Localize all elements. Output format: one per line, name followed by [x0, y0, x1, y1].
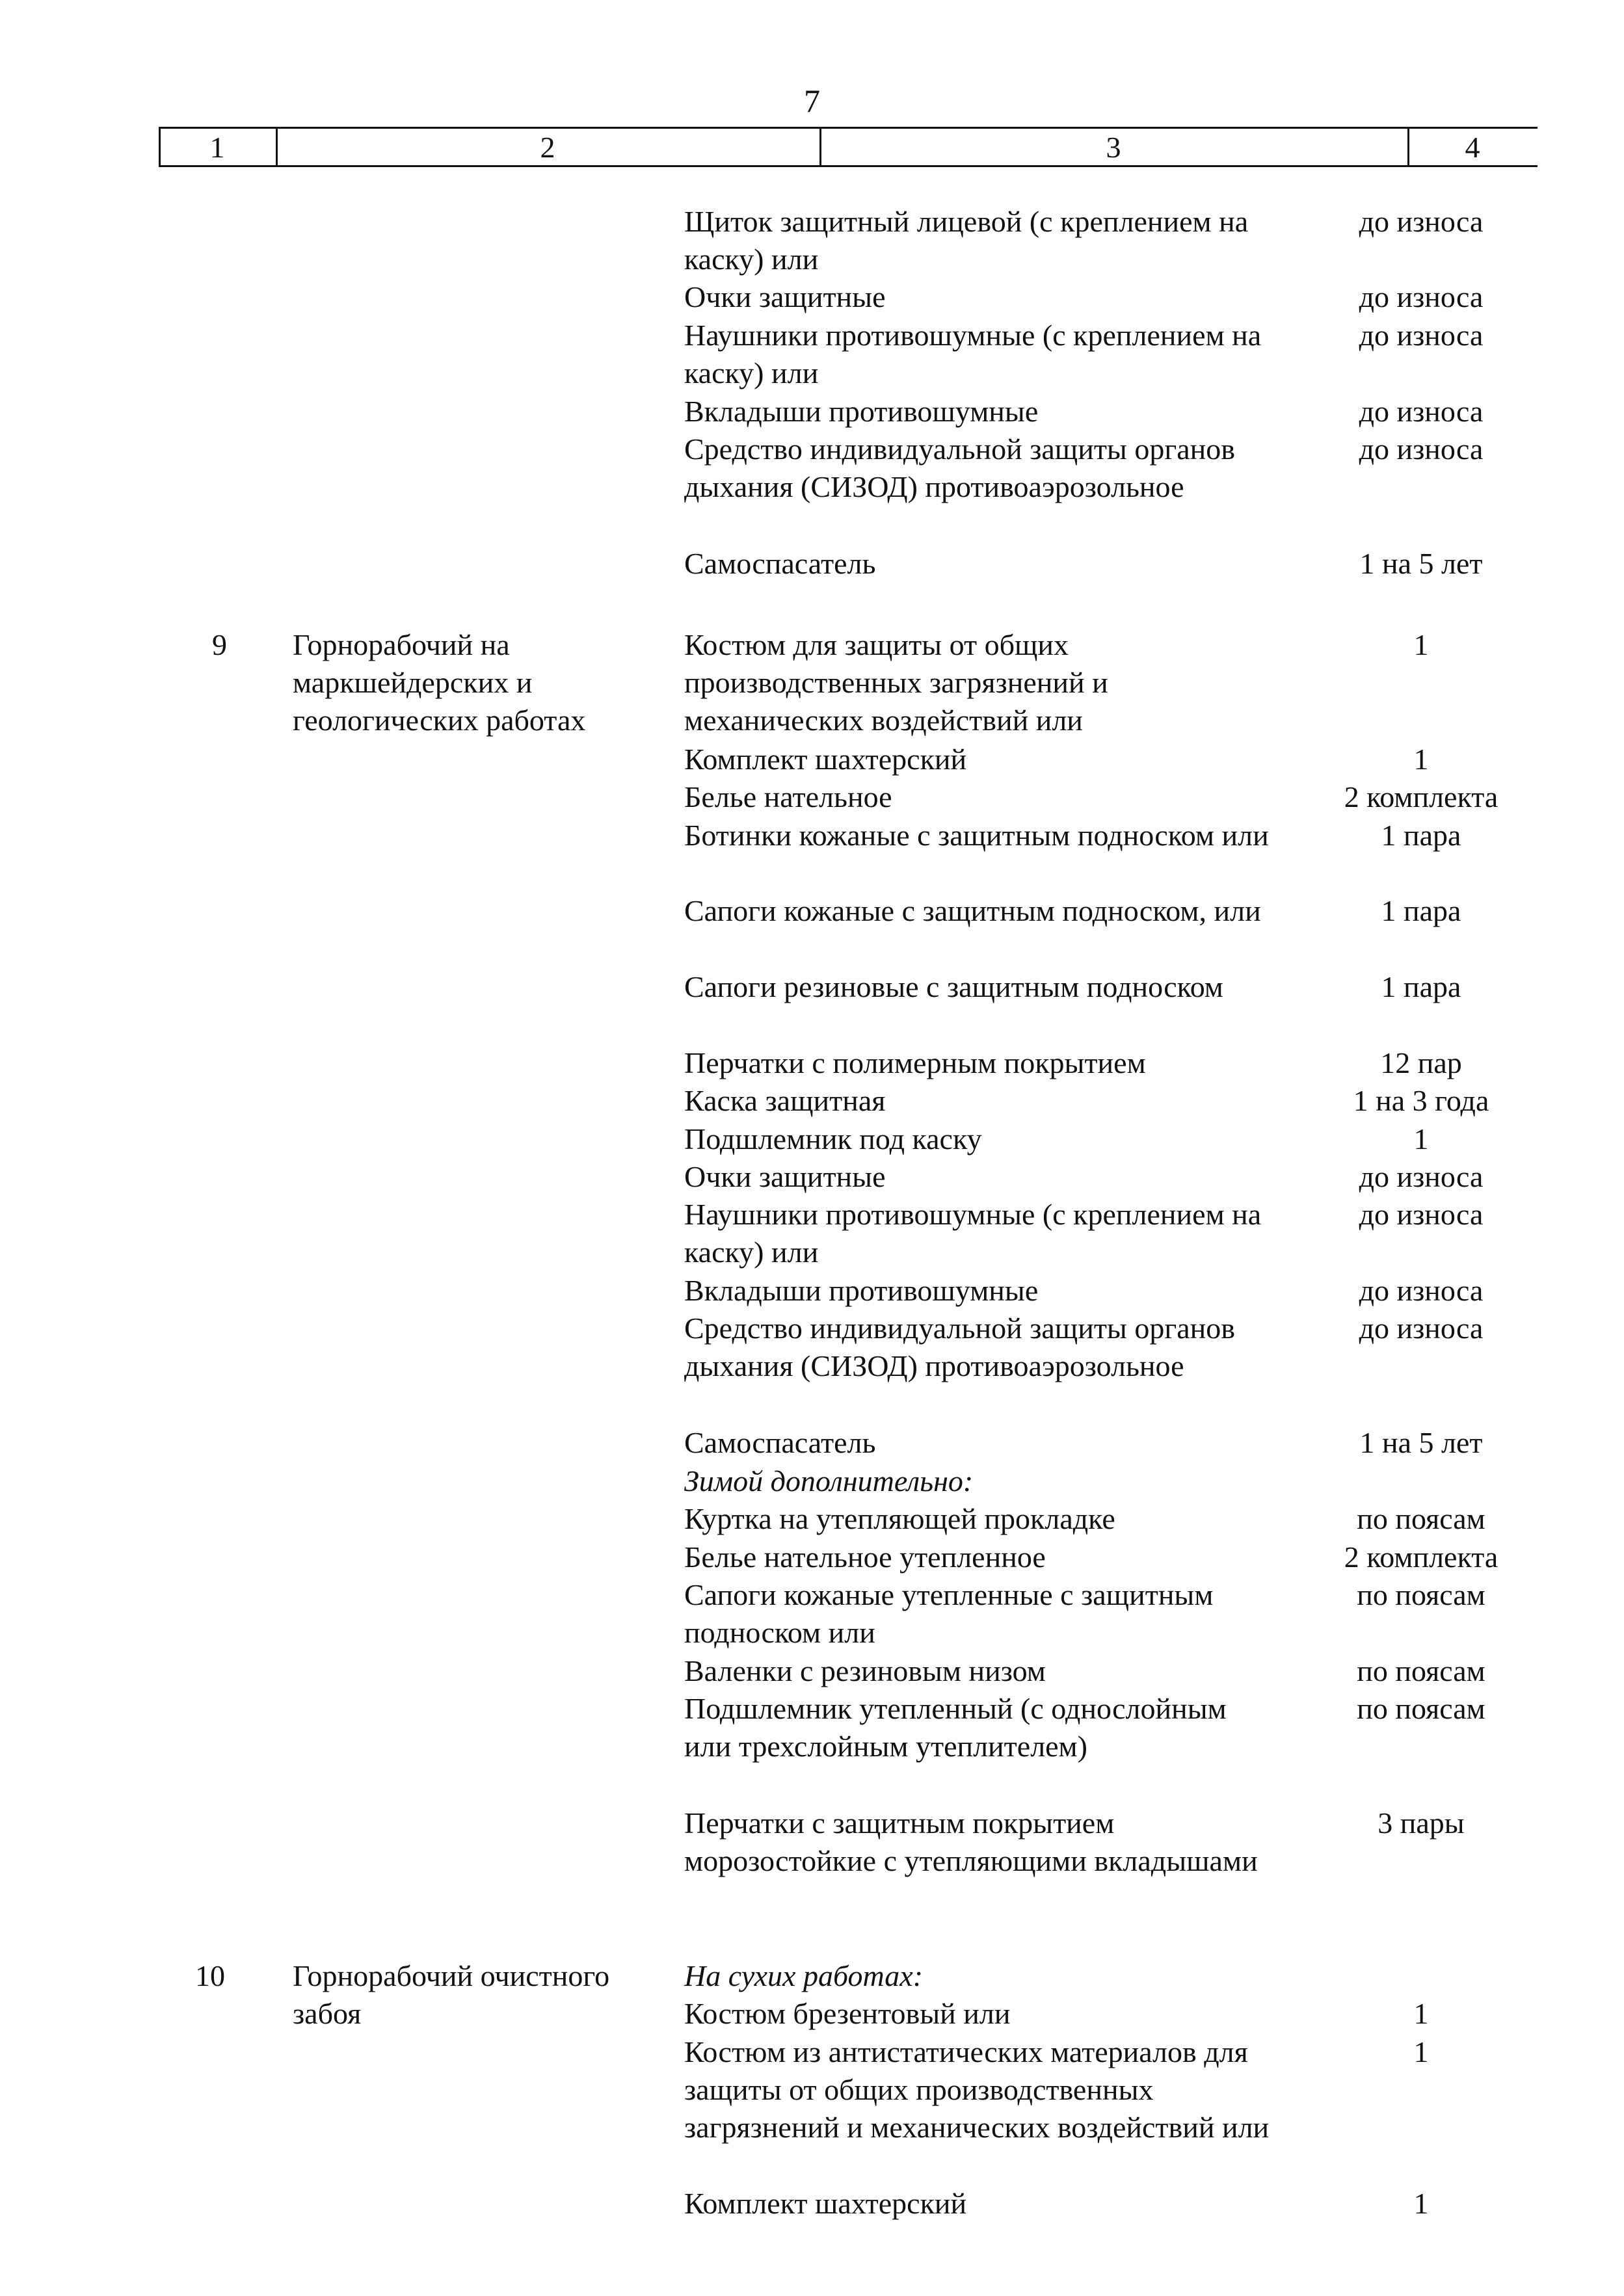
item-name: Костюм для защиты от общих производственных загрязнений и механических воздействий или [684, 628, 1108, 737]
item-name: Наушники противошумные (с креплением на каску) или [684, 319, 1262, 389]
item-norm: 1 [1413, 2035, 1429, 2068]
item-norm: до износа [1359, 1198, 1484, 1231]
item-norm: 1 [1413, 1997, 1429, 2030]
page-number: 7 [804, 83, 820, 119]
row-number: 9 [212, 628, 227, 661]
table-header [159, 127, 1537, 167]
item-norm: 1 пара [1381, 819, 1461, 852]
item-norm: до износа [1359, 1312, 1484, 1345]
item-name: Перчатки с полимерным покрытием [684, 1046, 1146, 1079]
winter-label: Зимой дополнительно: [684, 1464, 974, 1498]
item-name: Вкладыши противошумные [684, 395, 1039, 428]
item-norm: 2 комплекта [1344, 780, 1498, 813]
item-name: Средство индивидуальной защиты органов дыхания (СИЗОД) противоаэрозольное [684, 432, 1235, 503]
item-name: Сапоги кожаные утепленные с защитным подноском или [684, 1578, 1214, 1649]
item-norm: по поясам [1357, 1502, 1485, 1535]
item-norm: до износа [1359, 1274, 1484, 1307]
item-norm: по поясам [1357, 1654, 1485, 1687]
item-name: Комплект шахтерский [684, 2187, 967, 2220]
item-norm: до износа [1359, 1160, 1484, 1193]
header-col-3: 3 [1106, 130, 1121, 164]
item-norm: 1 [1413, 743, 1429, 776]
item-name: Сапоги кожаные с защитным подноском, или [684, 894, 1261, 927]
item-name: Перчатки с защитным покрытием морозостойкие с утепляющими вкладышами [684, 1806, 1258, 1877]
item-norm: 1 на 5 лет [1359, 1426, 1483, 1459]
item-name: Наушники противошумные (с креплением на каску) или [684, 1198, 1262, 1269]
item-norm: 1 пара [1381, 970, 1461, 1003]
item-name: Вкладыши противошумные [684, 1274, 1039, 1307]
item-name: Костюм брезентовый или [684, 1997, 1011, 2030]
item-name: Очки защитные [684, 1160, 886, 1193]
item-norm: 1 [1413, 1122, 1429, 1155]
item-norm: 1 на 5 лет [1359, 547, 1483, 580]
item-name: Ботинки кожаные с защитным подноском или [684, 819, 1269, 852]
header-col-4: 4 [1465, 130, 1480, 164]
item-norm: по поясам [1357, 1692, 1485, 1725]
item-name: Сапоги резиновые с защитным подноском [684, 970, 1223, 1003]
item-norm: 1 на 3 года [1353, 1084, 1489, 1117]
item-norm: до износа [1359, 205, 1484, 238]
item-name: Подшлемник утепленный (с однослойным или трехслойным утеплителем) [684, 1692, 1227, 1763]
item-name: Белье нательное утепленное [684, 1540, 1046, 1574]
item-norm: до износа [1359, 280, 1484, 313]
item-name: Белье нательное [684, 780, 892, 813]
header-col-2: 2 [540, 130, 555, 164]
item-norm: 1 [1413, 2187, 1429, 2220]
item-name: Средство индивидуальной защиты органов дыхания (СИЗОД) противоаэрозольное [684, 1312, 1235, 1382]
item-name: Самоспасатель [684, 1426, 876, 1459]
item-norm: 12 пар [1380, 1046, 1462, 1079]
job-title: Горнорабочий очистного забоя [293, 1959, 610, 2030]
item-name: Подшлемник под каску [684, 1122, 982, 1155]
item-name: Валенки с резиновым низом [684, 1654, 1046, 1687]
item-norm: до износа [1359, 432, 1484, 466]
item-name: Комплект шахтерский [684, 743, 967, 776]
item-norm: 1 [1413, 628, 1429, 661]
item-norm: 2 комплекта [1344, 1540, 1498, 1574]
item-name: Костюм из антистатических материалов для защиты от общих производственных загрязнений и механических воздействий или [684, 2035, 1270, 2144]
row-number: 10 [195, 1959, 225, 1992]
job-title: Горнорабочий на маркшейдерских и геологических работах [293, 628, 586, 737]
item-norm: до износа [1359, 395, 1484, 428]
item-name: Куртка на утепляющей прокладке [684, 1502, 1115, 1535]
item-norm: по поясам [1357, 1578, 1485, 1611]
dry-work-label: На сухих работах: [684, 1959, 924, 1992]
item-norm: до износа [1359, 319, 1484, 352]
item-name: Очки защитные [684, 280, 886, 313]
item-name: Самоспасатель [684, 547, 876, 580]
header-col-1: 1 [209, 130, 225, 164]
item-norm: 3 пары [1378, 1806, 1465, 1840]
item-norm: 1 пара [1381, 894, 1461, 927]
item-name: Каска защитная [684, 1084, 886, 1117]
item-name: Щиток защитный лицевой (с креплением на каску) или [684, 205, 1249, 276]
